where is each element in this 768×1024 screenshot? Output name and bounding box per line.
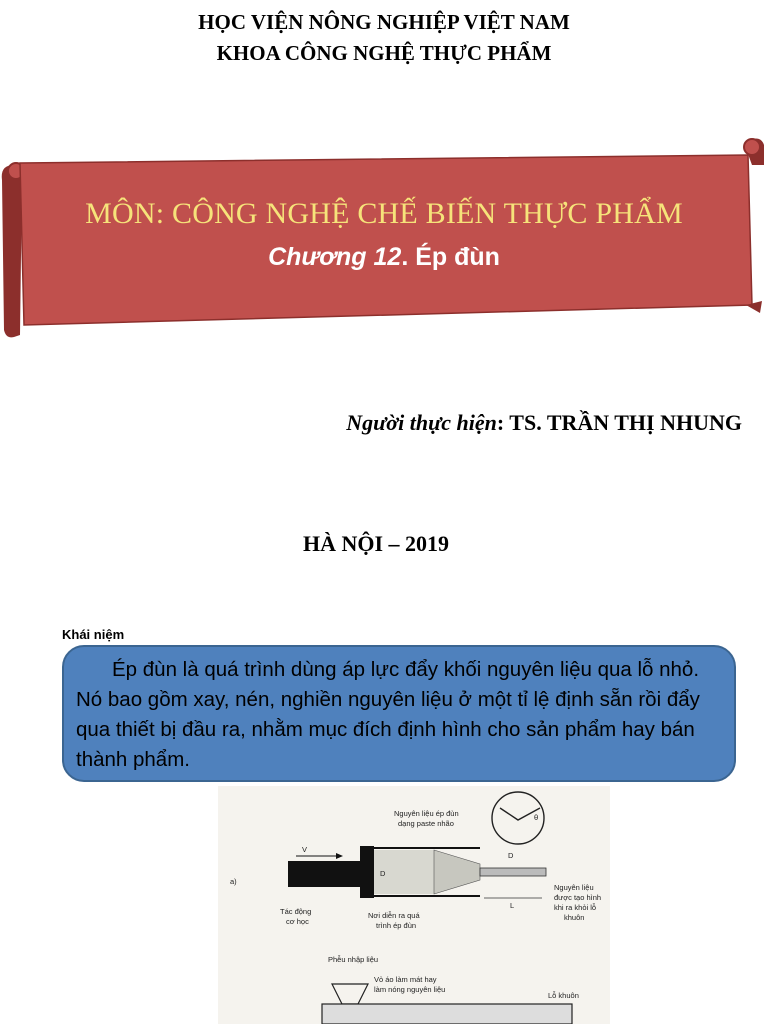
product-label-line3: khi ra khỏi lỗ: [554, 903, 597, 912]
hopper-label: Phễu nhập liệu: [328, 955, 379, 964]
author-line: [346, 410, 742, 436]
extruder-barrel: [322, 1004, 572, 1024]
chapter-title: . Ép đùn: [401, 243, 500, 271]
concept-box: Ép đùn là quá trình dùng áp lực đẩy khối nguyên liệu qua lỗ nhỏ. Nó bao gồm xay, nén, nghiền nguyên liệu ở một tỉ lệ định sẵn rồi đẩy qua thiết bị đầu ra, nhằm mục đích định hình cho sản phẩm hay bán thành phẩm.: [62, 645, 736, 782]
die-label: Lỗ khuôn: [548, 991, 579, 1000]
faculty-name: KHOA CÔNG NGHỆ THỰC PHẨM: [216, 41, 552, 65]
extrudate: [480, 868, 546, 876]
theta-symbol: θ: [534, 813, 539, 822]
product-label-line4: khuôn: [564, 913, 585, 922]
jacket-label-line2: làm nóng nguyên liệu: [374, 985, 446, 994]
product-label-line2: được tạo hình: [554, 893, 602, 902]
paste-label-line1: Nguyên liệu ép đùn: [394, 809, 459, 818]
chapter-number: Chương 12: [268, 243, 402, 271]
length-symbol: L: [510, 901, 515, 910]
mechanical-action-line2: cơ học: [286, 917, 309, 926]
diameter-1-symbol: D: [380, 869, 386, 878]
author-label: Người thực hiện: [346, 410, 497, 435]
piston: [288, 861, 360, 887]
chapter-heading: [0, 243, 768, 272]
jacket-label-line1: Vỏ áo làm mát hay: [374, 975, 437, 984]
institution-name: HỌC VIỆN NÔNG NGHIỆP VIỆT NAM: [198, 10, 570, 34]
product-label-line1: Nguyên liệu: [554, 883, 594, 892]
scroll-banner: [0, 125, 768, 345]
author-name: : TS. TRẦN THỊ NHUNG: [496, 410, 742, 435]
velocity-symbol: V: [302, 845, 308, 854]
extrusion-zone-line1: Nơi diễn ra quá: [368, 911, 420, 920]
barrel-wall: [360, 846, 374, 898]
concept-label: Khái niệm: [62, 627, 125, 642]
mechanical-action-line1: Tác động: [280, 907, 312, 916]
extrusion-zone-line2: trình ép đùn: [376, 921, 417, 930]
diameter-symbol: D: [508, 851, 514, 860]
paste-label-line2: dạng paste nhão: [398, 819, 454, 828]
place-year: HÀ NỘI – 2019: [302, 531, 450, 556]
part-a-label: a): [230, 877, 237, 886]
subject-title: MÔN: CÔNG NGHỆ CHẾ BIẾN THỰC PHẨM: [85, 197, 683, 230]
extrusion-diagram: [218, 786, 610, 1024]
